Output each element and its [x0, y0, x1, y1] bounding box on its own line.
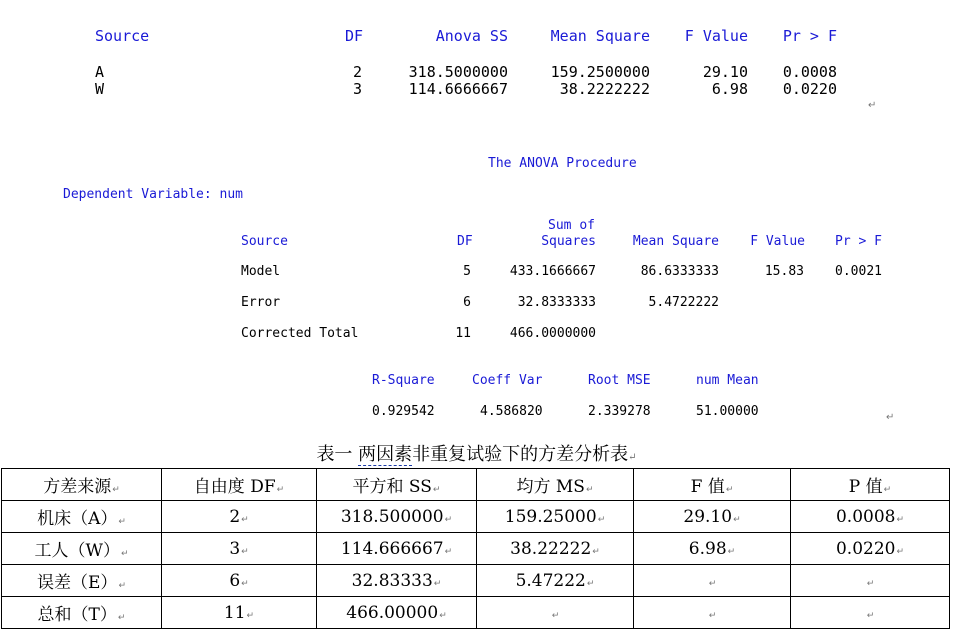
table-cell: 38.22222↵	[477, 533, 634, 565]
top-row-f: 29.10	[702, 63, 748, 81]
header-cell: 平方和 SS↵	[317, 469, 477, 501]
cn-anova-table	[1, 468, 950, 629]
table-cell: 总和（T）↵	[2, 597, 162, 629]
table-cell: 2↵	[162, 501, 317, 533]
table-cell: 11↵	[162, 597, 317, 629]
caption-rest: 非重复试验下的方差分析表	[412, 444, 629, 465]
anova-row-ss: 433.1666667	[509, 264, 596, 279]
top-row-ms: 159.2500000	[550, 63, 650, 81]
procedure-title: The ANOVA Procedure	[488, 156, 637, 171]
table-cell: ↵	[634, 597, 791, 629]
table-cell: 466.00000↵	[317, 597, 477, 629]
table-row	[2, 565, 950, 597]
fit-value-rmse: 2.339278	[588, 404, 651, 419]
top-row-f: 6.98	[711, 80, 748, 98]
paragraph-mark: ↵	[868, 100, 877, 111]
table-cell: 0.0008↵	[791, 501, 950, 533]
anova-header-source: Source	[241, 234, 288, 249]
top-header-df: DF	[345, 27, 364, 45]
top-header-f: F Value	[684, 27, 748, 45]
anova-row-ms: 5.4722222	[648, 295, 719, 310]
top-row-p: 0.0008	[782, 63, 837, 81]
anova-row-ms: 86.6333333	[640, 264, 719, 279]
fit-header-rmse: Root MSE	[588, 373, 651, 388]
table-cell: 0.0220↵	[791, 533, 950, 565]
caption-prefix: 表一	[316, 444, 359, 465]
anova-header-ss-line2: Squares	[541, 234, 596, 249]
header-cell: 方差来源↵	[2, 469, 162, 501]
anova-row-df: 11	[455, 326, 471, 341]
anova-row-df: 6	[463, 295, 471, 310]
anova-row-ss: 32.8333333	[517, 295, 596, 310]
paragraph-mark: ↵	[628, 452, 637, 463]
top-header-ms: Mean Square	[550, 27, 650, 45]
top-row-source: W	[95, 80, 105, 98]
table-cell: 机床（A）↵	[2, 501, 162, 533]
table-cell: ↵	[791, 597, 950, 629]
top-header-source: Source	[95, 27, 150, 45]
table-cell: 318.500000↵	[317, 501, 477, 533]
fit-value-cv: 4.586820	[480, 404, 543, 419]
anova-row-ss: 466.0000000	[509, 326, 596, 341]
anova-row-source: Corrected Total	[241, 326, 359, 341]
anova-header-ms: Mean Square	[632, 234, 719, 249]
table-cell: 114.666667↵	[317, 533, 477, 565]
anova-header-f: F Value	[750, 234, 805, 249]
top-row-ss: 114.6666667	[408, 80, 508, 98]
table-cell: 6↵	[162, 565, 317, 597]
table-cell: ↵	[634, 565, 791, 597]
anova-header-df: DF	[457, 234, 473, 249]
caption-underlined: 两因素	[358, 444, 413, 465]
anova-row-source: Model	[241, 264, 281, 279]
top-row-df: 3	[352, 80, 362, 98]
table-cell: ↵	[791, 565, 950, 597]
fit-value-mean: 51.00000	[696, 404, 759, 419]
table-cell: ↵	[477, 597, 634, 629]
top-row-ms: 38.2222222	[559, 80, 650, 98]
table-header-row	[2, 469, 950, 501]
header-cell: P 值↵	[791, 469, 950, 501]
anova-row-f: 15.83	[764, 264, 804, 279]
table-cell: 29.10↵	[634, 501, 791, 533]
fit-header-mean: num Mean	[696, 373, 759, 388]
fit-value-rsq: 0.929542	[372, 404, 435, 419]
table-cell: 工人（W）↵	[2, 533, 162, 565]
header-cell: F 值↵	[634, 469, 791, 501]
table-row	[2, 501, 950, 533]
dependent-variable: Dependent Variable: num	[63, 187, 244, 202]
table-row	[2, 533, 950, 565]
top-row-source: A	[95, 63, 105, 81]
top-row-p: 0.0220	[782, 80, 837, 98]
table-cell: 5.47222↵	[477, 565, 634, 597]
table-cell: 误差（E）↵	[2, 565, 162, 597]
fit-header-rsq: R-Square	[372, 373, 435, 388]
header-cell: 自由度 DF↵	[162, 469, 317, 501]
anova-row-source: Error	[241, 295, 281, 310]
table-cell: 6.98↵	[634, 533, 791, 565]
table-row	[2, 597, 950, 629]
top-header-ss: Anova SS	[435, 27, 508, 45]
anova-row-p: 0.0021	[835, 264, 882, 279]
top-row-ss: 318.5000000	[408, 63, 508, 81]
header-cell: 均方 MS↵	[477, 469, 634, 501]
fit-header-cv: Coeff Var	[472, 373, 543, 388]
table-cell: 3↵	[162, 533, 317, 565]
top-header-p: Pr > F	[782, 27, 837, 45]
anova-header-ss-line1: Sum of	[548, 218, 595, 233]
top-row-df: 2	[352, 63, 362, 81]
anova-row-df: 5	[463, 264, 471, 279]
table-cell: 159.25000↵	[477, 501, 634, 533]
anova-header-p: Pr > F	[835, 234, 882, 249]
paragraph-mark: ↵	[886, 412, 895, 423]
table-cell: 32.83333↵	[317, 565, 477, 597]
table-caption	[0, 440, 953, 466]
